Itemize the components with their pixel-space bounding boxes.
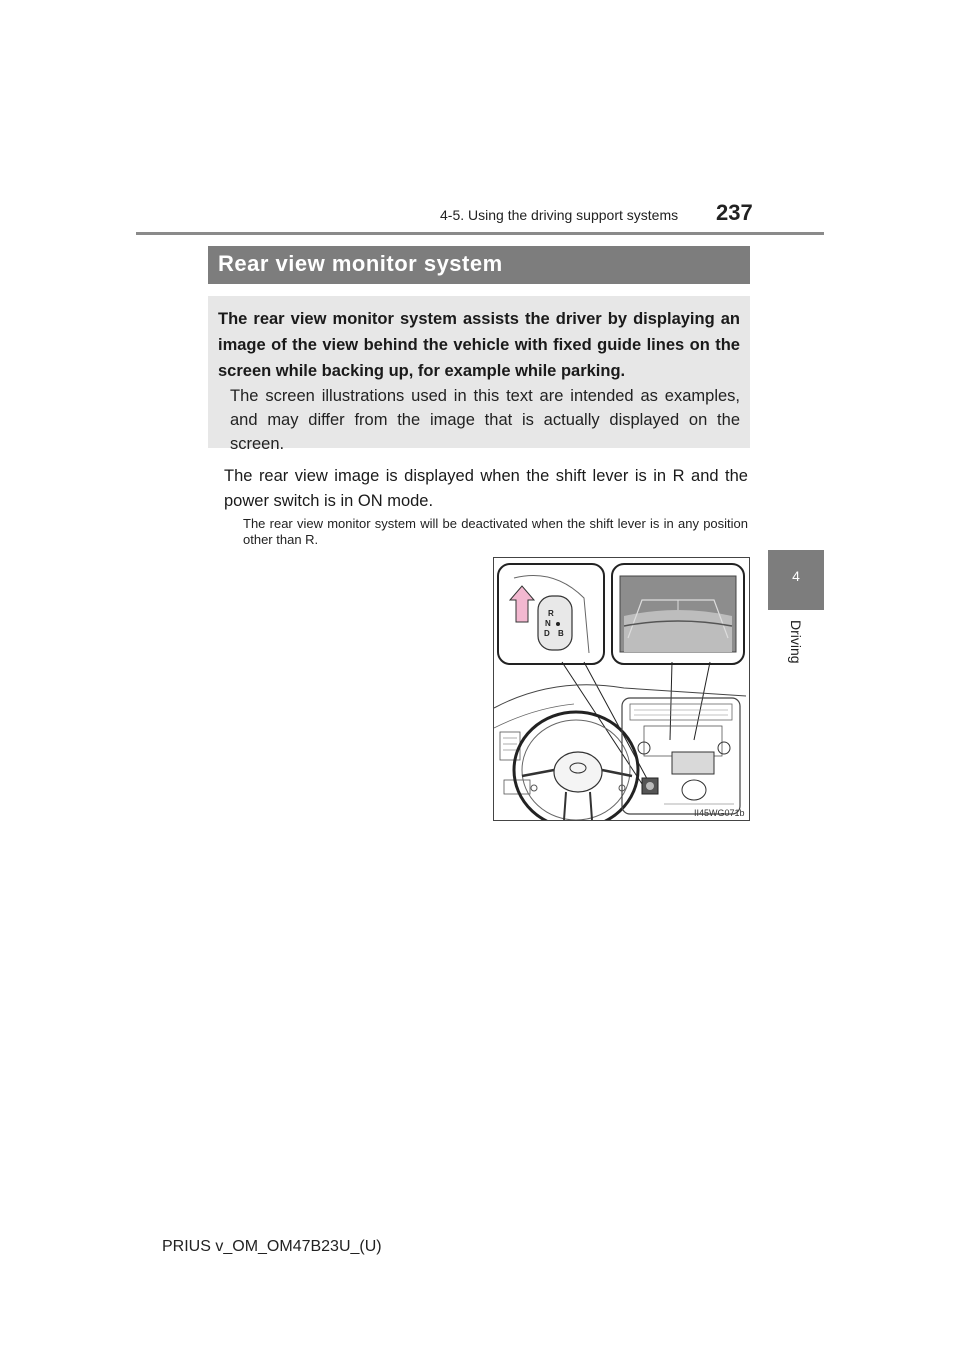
body-paragraph: The rear view image is displayed when the shift lever is in R and the power switch is in ON mode. bbox=[224, 467, 748, 510]
center-vent bbox=[630, 704, 732, 720]
intro-bold-text: The rear view monitor system assists the driver by displaying an image of the view behind the vehicle with fixed guide lines on the screen while backing up, for example while parking. bbox=[218, 310, 740, 380]
note-paragraph: The rear view monitor system will be deactivated when the shift lever is in any position other than R. bbox=[243, 516, 748, 547]
section-title: Rear view monitor system bbox=[218, 251, 503, 276]
shift-indicator-dot bbox=[556, 622, 560, 626]
dashboard-top bbox=[494, 685, 746, 708]
shift-label-r: R bbox=[548, 609, 554, 618]
intro-normal-text: The screen illustrations used in this text are intended as examples, and may differ from the image that is actually displayed on the screen. bbox=[230, 387, 740, 453]
shift-lever-knob bbox=[646, 782, 654, 790]
dashboard-illustration bbox=[493, 557, 750, 821]
center-display bbox=[672, 752, 714, 774]
page-number: 237 bbox=[716, 200, 753, 225]
section-title-bar bbox=[208, 246, 750, 284]
header-section-title: 4-5. Using the driving support systems bbox=[440, 207, 679, 223]
dashboard-line bbox=[494, 704, 574, 728]
wheel-button bbox=[531, 785, 537, 791]
steering-column bbox=[564, 792, 592, 820]
tune-knob bbox=[718, 742, 730, 754]
intro-box bbox=[208, 296, 750, 453]
footer-model-code: PRIUS v_OM_OM47B23U_(U) bbox=[162, 1238, 382, 1255]
chapter-label: Driving bbox=[788, 620, 804, 664]
chapter-number: 4 bbox=[792, 568, 800, 584]
shift-label-b: B bbox=[558, 629, 564, 638]
shift-knob bbox=[538, 596, 572, 650]
shift-label-d: D bbox=[544, 629, 550, 638]
header-rule bbox=[136, 232, 824, 235]
steering-hub bbox=[554, 752, 602, 792]
pointer-line bbox=[670, 662, 672, 740]
illustration-code: II45WG071b bbox=[694, 808, 745, 818]
shift-label-n: N bbox=[545, 619, 551, 628]
monitor-ground bbox=[624, 610, 732, 652]
dashboard-drawing bbox=[494, 558, 749, 820]
climate-dial bbox=[682, 780, 706, 800]
chapter-tab bbox=[768, 550, 824, 610]
pointer-line bbox=[694, 662, 710, 740]
